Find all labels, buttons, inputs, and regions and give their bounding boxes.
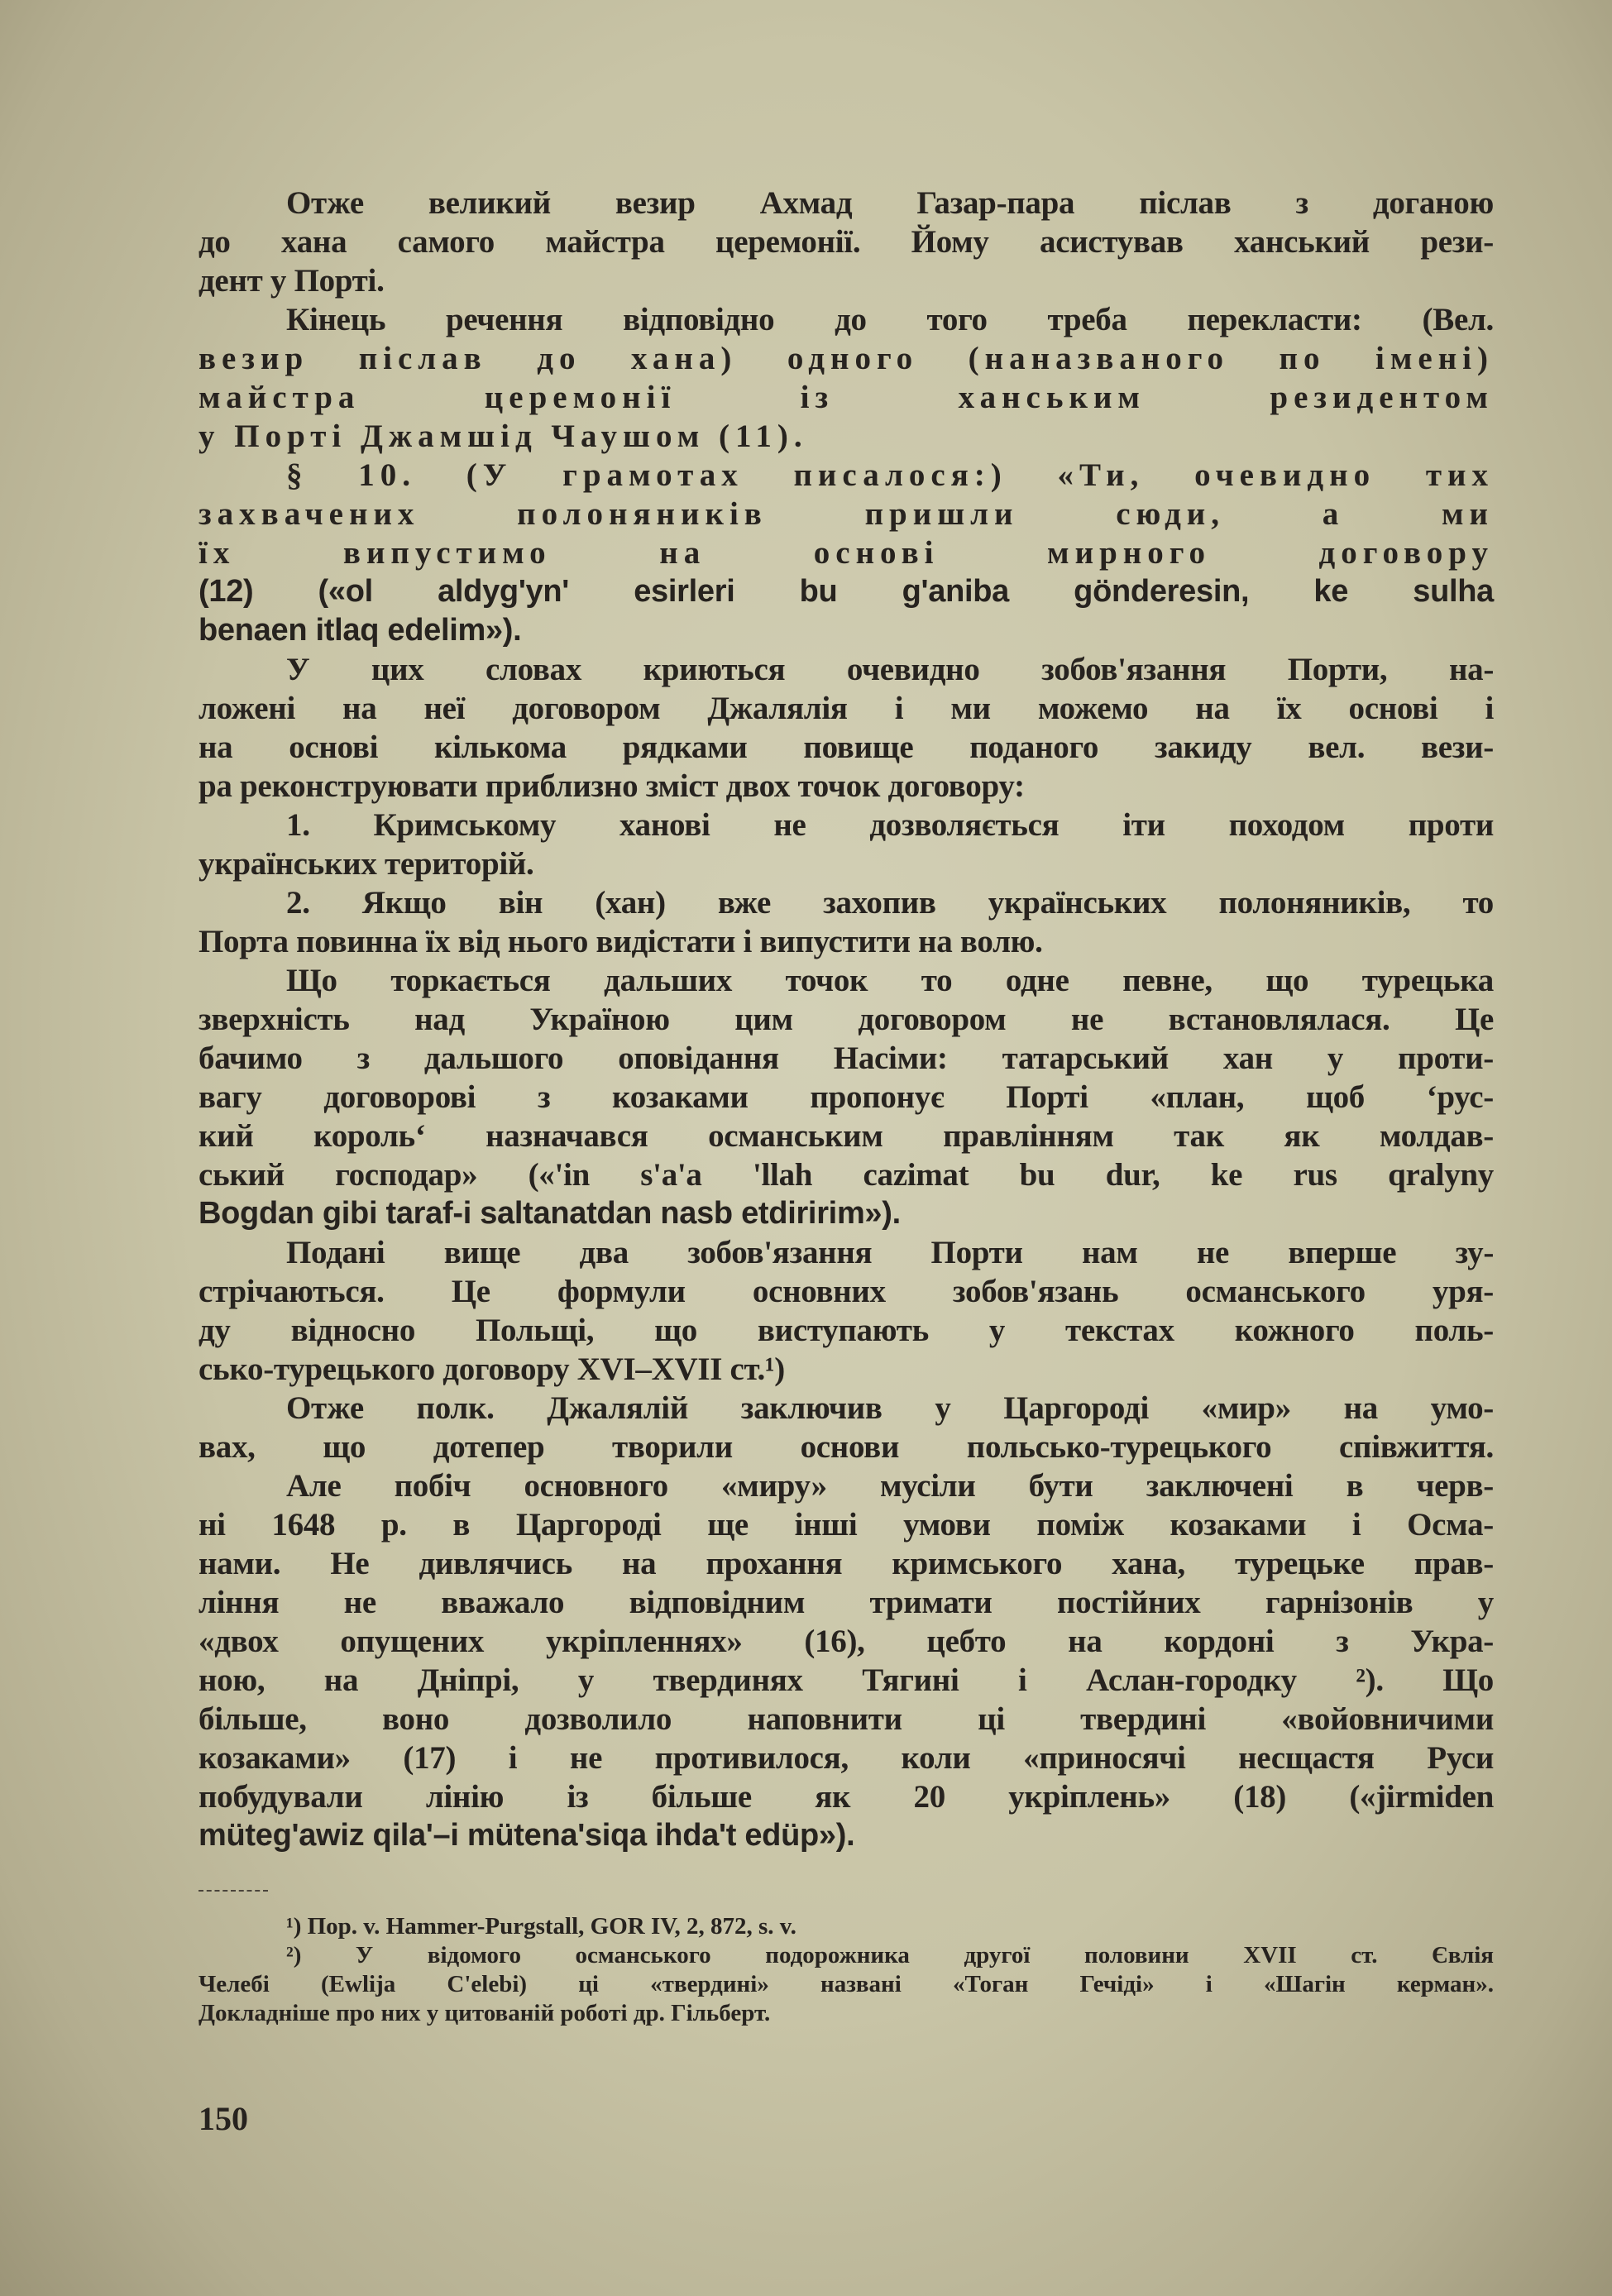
text-line: Що торкається дальших точок то одне певне, що турецька [286,963,1494,998]
text-line: захвачених полоняників пришли сюди, а ми [199,496,1494,532]
text-line: побудували лінію із більше як 20 укріплень» (18) («jirmiden [199,1779,1494,1815]
text-line: кий король‘ назначався османським правлінням так як молдав- [199,1118,1494,1154]
text-line: (12) («ol aldyg'yn' esirleri bu g'aniba gönderesin, ke sulha [199,574,1494,609]
body-text [199,184,1494,1855]
text-line: Отже великий везир Ахмад Газар-пара післав з доганою [286,185,1494,221]
text-line: везир післав до хана) одного (наназваного по імені) [199,341,1494,376]
footnote-line: ²) У відомого османського подорожника другої половини XVII ст. Євлія [286,1942,1494,1968]
text-line: Подані вище два зобов'язання Порти нам не вперше зу- [286,1235,1494,1270]
text-line: «двох опущених укріпленнях» (16), цебто на кордоні з Укра- [199,1624,1494,1659]
text-line: бачимо з дальшого оповідання Насіми: татарський хан у проти- [199,1040,1494,1076]
text-line: їх випустимо на основі мирного договору [199,535,1494,571]
text-line: нами. Не дивлячись на прохання кримського хана, турецьке прав- [199,1546,1494,1581]
text-line: до хана самого майстра церемонії. Йому асистував ханський рези- [199,224,1494,260]
page-number: 150 [199,2100,248,2137]
text-line: сько-турецького договору XVI–XVII ст.¹) [199,1351,785,1387]
text-line: benaen itlaq edelim»). [199,613,522,648]
text-line: українських територій. [199,846,534,882]
text-line: ною, на Дніпрі, у твердинях Тягині і Аслан-городку ²). Що [199,1662,1494,1698]
text-line: ні 1648 р. в Царгороді ще інші умови поміж козаками і Осма- [199,1507,1494,1543]
text-line: більше, воно дозволило наповнити ці твердині «войовничими [199,1701,1494,1737]
text-line: козаками» (17) і не противилося, коли «приносячі несщастя Руси [199,1740,1494,1776]
text-line: на основі кількома рядками повище поданого закиду вел. вези- [199,729,1494,765]
footnote-line: ¹) Пор. v. Hammer-Purgstall, GOR IV, 2, 872, s. v. [286,1913,796,1940]
text-line: Порта повинна їх від нього видістати і випустити на волю. [199,924,1043,959]
footnote-line: Челебі (Ewlija C'elebi) ці «твердині» названі «Тоган Гечіді» і «Шагін керман». [199,1971,1494,1997]
text-line: 2. Якщо він (хан) вже захопив українських полоняників, то [286,885,1494,921]
text-line: Bogdan gibi taraf-i saltanatdan nasb etdiririm»). [199,1196,901,1231]
footnotes [199,1912,1494,2028]
text-line: Кінець речення відповідно до того треба перекласти: (Вел. [286,302,1494,337]
text-line: У цих словах криються очевидно зобов'язання Порти, на- [286,652,1494,687]
text-line: майстра церемонії із ханським резидентом [199,380,1494,415]
text-line: ра реконструювати приблизно зміст двох точок договору: [199,768,1025,804]
text-line: вагу договорові з козаками пропонує Порті «план, щоб ‘рус- [199,1079,1494,1115]
text-line: зверхність над Україною цим договором не встановлялася. Це [199,1002,1494,1037]
text-line: стрічаються. Це формули основних зобов'язань османського уря- [199,1274,1494,1309]
text-line: 1. Кримському ханові не дозволяється іти походом проти [286,807,1494,843]
text-line: дент у Порті. [199,263,385,299]
text-line: у Порті Джамшід Чаушом (11). [199,419,808,454]
text-line: ління не вважало відповідним тримати постійних гарнізонів у [199,1585,1494,1620]
text-line: § 10. (У грамотах писалося:) «Ти, очевидно тих [286,457,1494,493]
text-line: ський господар» («'in s'a'a 'llah cazimat bu dur, ke rus qralyny [199,1157,1494,1193]
footnote-separator [199,1890,268,1892]
text-line: Отже полк. Джалялій заключив у Царгороді «мир» на умо- [286,1390,1494,1426]
text-line: Але побіч основного «миру» мусіли бути заключені в черв- [286,1468,1494,1504]
text-line: ложені на неї договором Джалялія і ми можемо на їх основі і [199,691,1494,726]
text-line: müteg'awiz qila'–i mütena'siqa ihda't edüp»). [199,1818,855,1853]
footnote-line: Докладніше про них у цитованій роботі др. Гільберт. [199,2000,771,2026]
text-line: вах, що дотепер творили основи польсько-турецького співжиття. [199,1429,1494,1465]
text-line: ду відносно Польщі, що виступають у текстах кожного поль- [199,1313,1494,1348]
